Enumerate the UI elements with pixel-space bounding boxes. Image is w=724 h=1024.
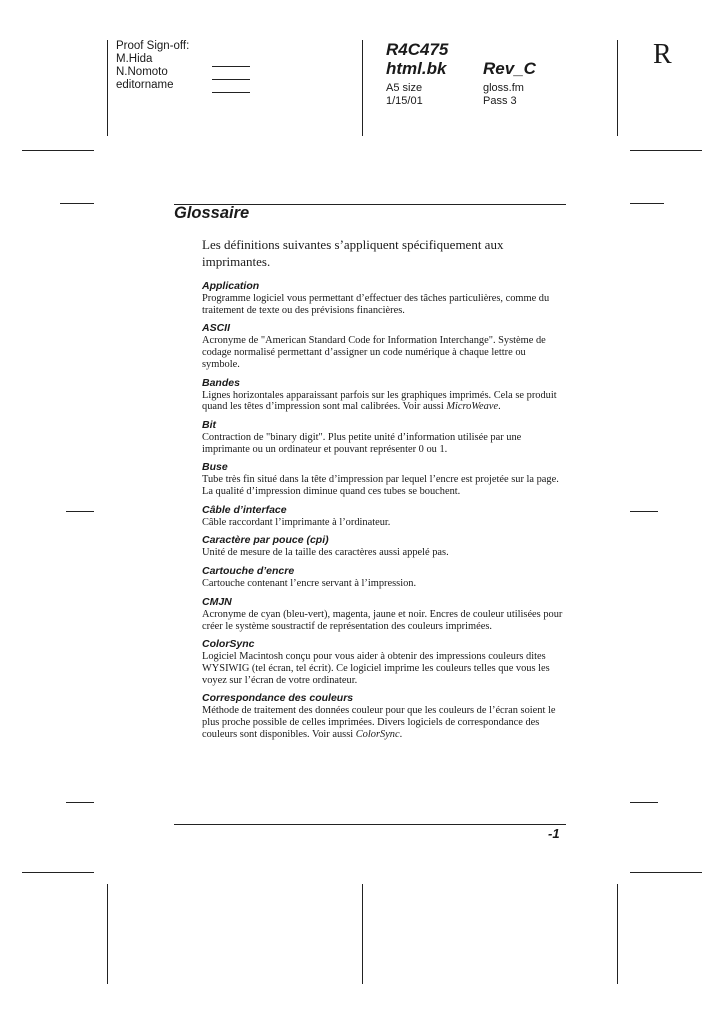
definition-text: Tube très fin situé dans la tête d’impression par lequel l’encre est projetée sur la page. La qualité d’impression diminue quand ces tubes se bouchent. (202, 474, 559, 498)
definition-text: Lignes horizontales apparaissant parfois sur les graphiques imprimés. Cela se produit quand les têtes d’impression sont mal calibrées. Voir aussi (202, 389, 557, 413)
proof-signoff-block (116, 40, 189, 92)
crop-mark (362, 40, 363, 136)
signature-line (212, 79, 250, 80)
glossary-entry (202, 565, 566, 590)
signature-line (212, 66, 250, 67)
proof-signer: N.Nomoto (116, 66, 168, 78)
crop-mark (630, 150, 702, 151)
definition-text: Acronyme de cyan (bleu-vert), magenta, jaune et noir. Encres de couleur utilisées pour créer le système soustractif de représentation des couleurs imprimées. (202, 608, 563, 632)
definition-text: Contraction de "binary digit". Plus petite unité d’information utilisée par une imprimante ou un ordinateur et pouvant représenter 0 ou 1. (202, 431, 522, 455)
cross-reference: ColorSync (355, 728, 400, 740)
crop-mark (66, 802, 94, 803)
glossary-term: CMJN (202, 595, 232, 608)
proof-signer: M.Hida (116, 53, 153, 65)
crop-mark (630, 872, 702, 873)
crop-mark (630, 203, 664, 204)
crop-mark (60, 203, 94, 204)
glossary-term: Cartouche d’encre (202, 565, 295, 578)
book-code: R4C475 (386, 40, 449, 59)
glossary-definition (202, 705, 566, 740)
definition-text: . (399, 728, 403, 740)
glossary-entry (202, 461, 566, 497)
proof-date: 1/15/01 (386, 95, 423, 107)
glossary-definition (202, 651, 566, 686)
glossary-definition (202, 390, 566, 413)
definition-text: Unité de mesure de la taille des caractères aussi appelé pas. (202, 547, 449, 559)
intro-paragraph: Les définitions suivantes s’appliquent spécifiquement aux imprimantes. (202, 237, 504, 269)
page-number: -1 (548, 826, 560, 841)
crop-mark (22, 872, 94, 873)
cross-reference: MicroWeave (446, 401, 499, 413)
glossary-entry (202, 596, 566, 632)
corner-mark: R (653, 39, 672, 70)
glossary-definition (202, 609, 566, 632)
definition-text: Méthode de traitement des données couleur pour que les couleurs de l’écran soient le plus proche possible de celles imprimées. Divers logiciels de correspondance des couleurs sont disponibles. Voir aussi (202, 705, 556, 740)
proof-signer: editorname (116, 79, 174, 91)
glossary-definition (202, 293, 566, 316)
glossary-definition (202, 517, 566, 529)
glossary-term: Bandes (202, 376, 240, 389)
glossary-entry (202, 504, 566, 529)
glossary-term: Câble d’interface (202, 503, 287, 516)
proof-signoff-label: Proof Sign-off: (116, 40, 190, 52)
crop-mark (630, 511, 658, 512)
glossary-definition (202, 578, 566, 590)
crop-mark (617, 40, 618, 136)
glossary-definition (202, 335, 566, 370)
glossary-entry (202, 534, 566, 559)
glossary-entry (202, 322, 566, 370)
glossary-term: Bit (202, 418, 216, 431)
glossary-entry (202, 638, 566, 686)
glossary-definition (202, 547, 566, 559)
glossary-entry (202, 419, 566, 455)
glossary-definition (202, 432, 566, 455)
glossary-entry (202, 280, 566, 316)
book-file: html.bk (386, 59, 447, 78)
glossary-term: ColorSync (202, 638, 255, 651)
crop-mark (362, 884, 363, 984)
crop-mark (22, 150, 94, 151)
definition-text: Acronyme de "American Standard Code for Information Interchange". Système de codage normalisé permettant d’assigner un code numérique à chaque lettre ou symbole. (202, 335, 546, 370)
glossary-entry (202, 692, 566, 740)
crop-mark (107, 884, 108, 984)
glossary-entry (202, 377, 566, 413)
crop-mark (66, 511, 94, 512)
glossary-definition (202, 474, 566, 497)
signature-line (212, 92, 250, 93)
crop-mark (617, 884, 618, 984)
crop-mark (630, 802, 658, 803)
pass-number: Pass 3 (483, 95, 517, 107)
glossary-term: Caractère par pouce (cpi) (202, 534, 329, 547)
page-title: Glossaire (174, 204, 250, 222)
bottom-rule (174, 824, 566, 825)
glossary-term: ASCII (202, 322, 231, 335)
revision: Rev_C (483, 59, 536, 78)
paper-size: A5 size (386, 82, 423, 94)
glossary-list (202, 280, 566, 746)
definition-text: Logiciel Macintosh conçu pour vous aider à obtenir des impressions couleurs dites WYSIWIG (tel écran, tel écrit). Ce logiciel imprime les couleurs telles que vous les voyez sur l’écran de votre ordinateur. (202, 651, 550, 686)
definition-text: Programme logiciel vous permettant d’effectuer des tâches particulières, comme du traitement de texte ou des prévisions financières. (202, 293, 550, 316)
definition-text: Cartouche contenant l’encre servant à l’impression. (202, 578, 417, 590)
glossary-term: Application (202, 280, 260, 292)
glossary-term: Buse (202, 461, 228, 474)
fm-file: gloss.fm (483, 82, 524, 94)
crop-mark (107, 40, 108, 136)
glossary-term: Correspondance des couleurs (202, 692, 354, 705)
definition-text: . (498, 401, 501, 413)
definition-text: Câble raccordant l’imprimante à l’ordinateur. (202, 516, 391, 528)
